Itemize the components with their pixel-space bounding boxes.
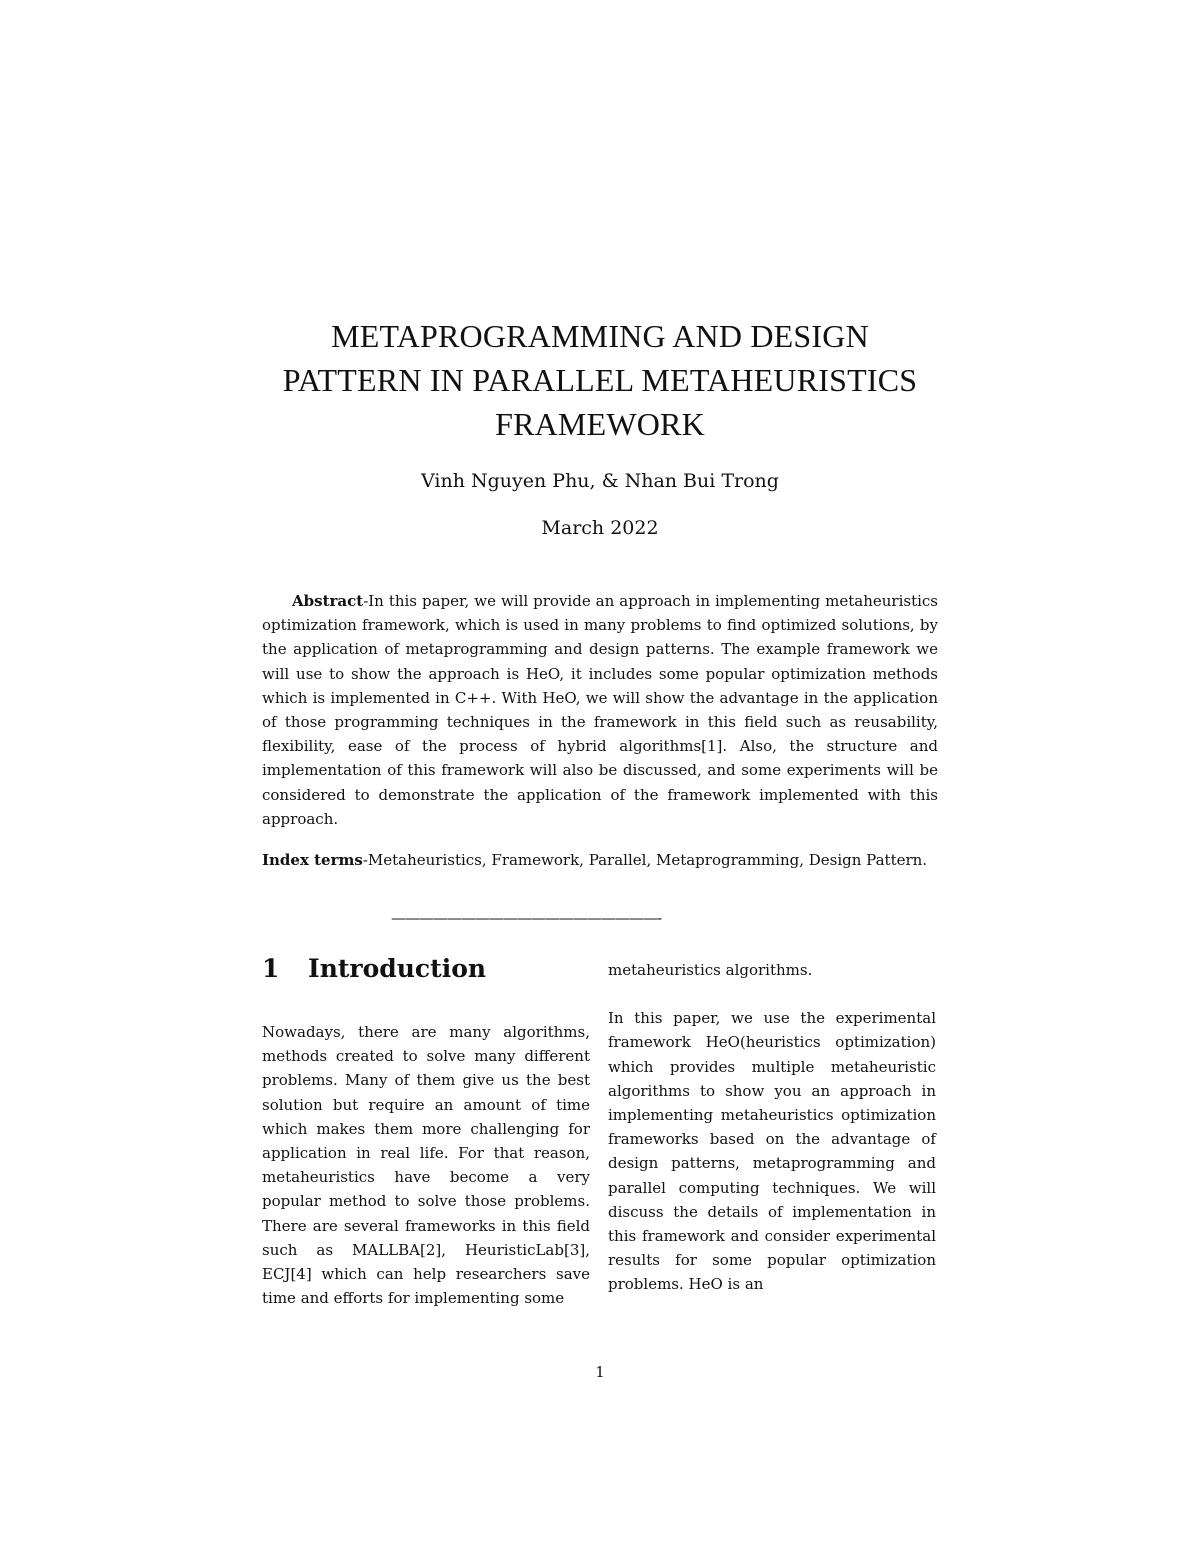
abstract	[262, 589, 938, 831]
page-number: 1	[595, 1363, 605, 1381]
right-column	[608, 958, 936, 1297]
title-line-2: PATTERN IN PARALLEL METAHEURISTICS	[282, 362, 918, 398]
author-list: Vinh Nguyen Phu, & Nhan Bui Trong	[421, 470, 779, 492]
title-line-3: FRAMEWORK	[495, 406, 705, 442]
section-number: 1	[262, 954, 280, 983]
section-divider: ———————————————————-	[391, 909, 662, 927]
index-terms	[262, 848, 938, 872]
abstract-text: -In this paper, we will provide an approach in implementing metaheuristics optimization framework, which is used in many problems to find optimized solutions, by the application of metaprogramming and design patterns. The example framework we will use to show the approach is HeO, it includes some popular optimization methods which is implemented in C++. With HeO, we will show the advantage in the application of those programming techniques in the framework in this field such as reusability, flexibility, ease of the process of hybrid algorithms[1]. Also, the structure and implementation of this framework will also be discussed, and some experiments will be considered to demonstrate the application of the framework implemented with this approach.	[262, 592, 938, 828]
section-title: Introduction	[308, 954, 487, 983]
intro-paragraph-right: In this paper, we use the experimental framework HeO(heuristics optimization) which provides multiple metaheuristic algorithms to show you an approach in implementing metaheuristics optimization frameworks based on the advantage of design patterns, metaprogramming and parallel computing techniques. We will discuss the details of implementation in this framework and consider experimental results for some popular optimization problems. HeO is an	[608, 1009, 936, 1294]
title-line-1: METAPROGRAMMING AND DESIGN	[331, 318, 869, 354]
abstract-label: Abstract	[292, 592, 364, 610]
intro-paragraph-continued: metaheuristics algorithms.	[608, 961, 813, 979]
index-terms-label: Index terms	[262, 851, 363, 869]
left-column	[262, 952, 590, 1310]
publication-date: March 2022	[541, 517, 659, 539]
intro-paragraph-left: Nowadays, there are many algorithms, methods created to solve many different problems. Many of them give us the best solution but require an amount of time which makes them more challenging for application in real life. For that reason, metaheuristics have become a very popular method to solve those problems. There are several frameworks in this field such as MALLBA[2], HeuristicLab[3], ECJ[4] which can help researchers save time and efforts for implementing some	[262, 1023, 590, 1308]
index-terms-text: -Metaheuristics, Framework, Parallel, Metaprogramming, Design Pattern.	[362, 851, 928, 869]
paper-title	[200, 314, 1000, 446]
section-heading-introduction	[262, 952, 590, 986]
